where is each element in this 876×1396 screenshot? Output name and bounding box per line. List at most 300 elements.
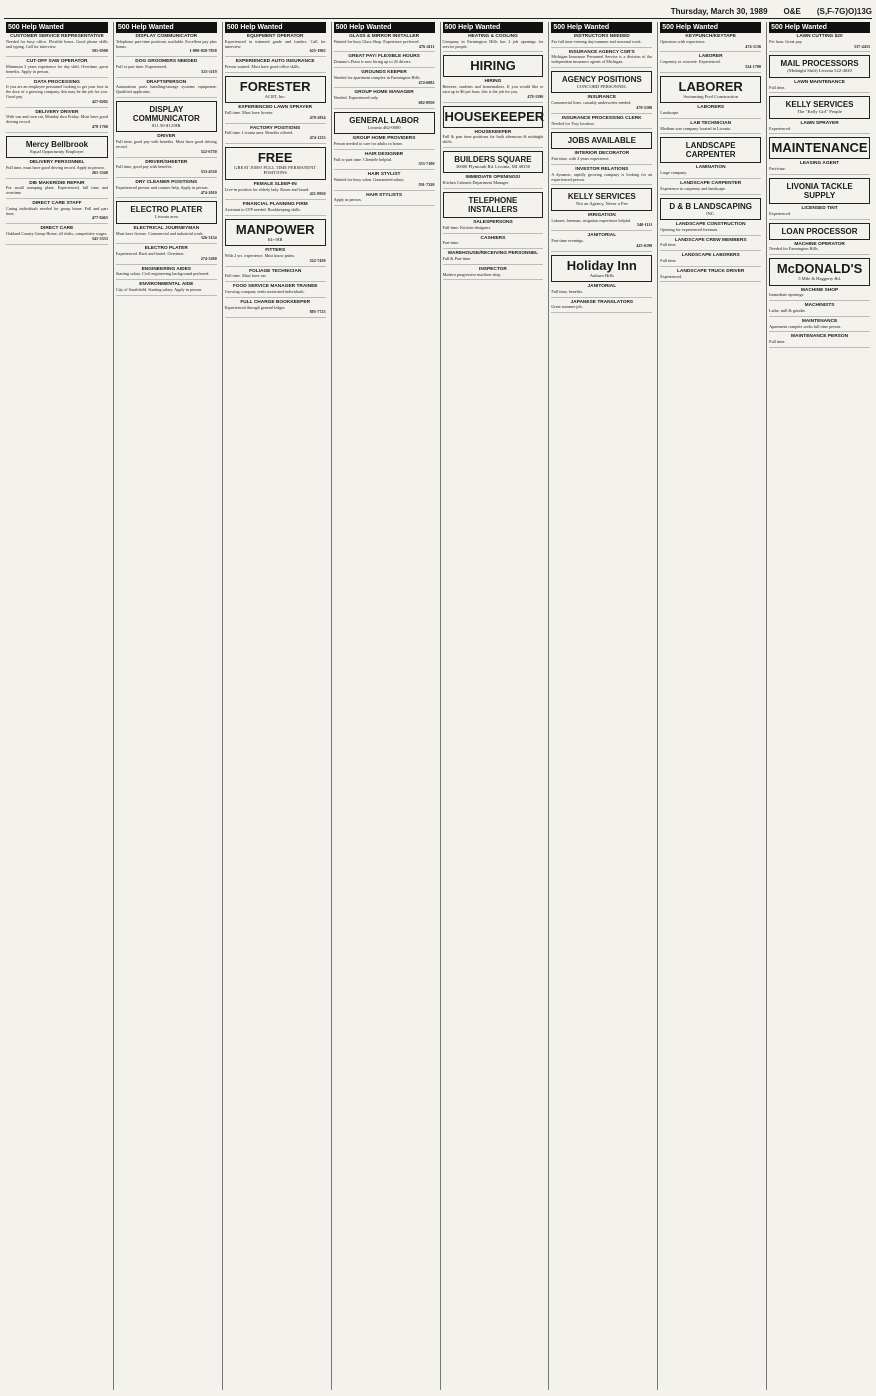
classified-column bbox=[331, 22, 437, 1390]
ad-title: HOUSEKEEPER bbox=[474, 129, 512, 135]
ad-title: GROUNDS KEEPER bbox=[361, 69, 407, 75]
ad-body: Caring individuals needed for group home. Full and part time. bbox=[6, 205, 108, 216]
ad-title: DRAFTSPERSON bbox=[146, 79, 187, 85]
ad-body: Full time. Must have license. bbox=[224, 109, 274, 115]
ad-phone: 522-7430 bbox=[309, 257, 326, 263]
ad-body: Growing company seeks motivated individuals. bbox=[224, 288, 305, 294]
display-ad-headline: Mercy Bellbrook bbox=[25, 139, 89, 149]
ad-title: HIRING bbox=[484, 79, 502, 85]
ad-body: Assistant to CFP needed. Bookkeeping skills. bbox=[224, 206, 302, 212]
ad-title: FOLIAGE TECHNICIAN bbox=[249, 268, 302, 274]
ad-title: EXPERIENCED LAWN SPRAYER bbox=[238, 105, 313, 111]
classified-ad bbox=[551, 117, 652, 130]
ad-title: INTERIOR DECORATOR bbox=[574, 151, 630, 157]
ad-body: Modern progressive machine shop. bbox=[442, 271, 502, 277]
display-ad bbox=[660, 137, 761, 163]
ad-body: Part-time evenings. bbox=[551, 237, 584, 243]
classified-column bbox=[4, 22, 110, 1390]
ad-body: Per hour. Great pay. bbox=[769, 38, 803, 44]
classified-ad bbox=[334, 35, 435, 52]
classified-ad bbox=[6, 161, 108, 178]
ad-body: Experienced through general ledger. bbox=[224, 304, 286, 310]
classified-ad bbox=[551, 234, 652, 251]
classified-ad bbox=[769, 207, 870, 220]
column-header: 500 Help Wanted bbox=[225, 22, 326, 33]
ad-title: FACTORY POSITIONS bbox=[250, 125, 301, 131]
classified-ad bbox=[443, 268, 544, 281]
ad-title: DELIVERY DRIVER bbox=[35, 109, 79, 115]
ad-body: Apply in person. bbox=[333, 197, 362, 203]
display-ad bbox=[551, 132, 652, 149]
ad-body: A dynamic, rapidly growing company is looking for an experienced person. bbox=[551, 171, 653, 182]
ad-phone: 425-6190 bbox=[636, 242, 653, 248]
display-ad-headline: MANPOWER bbox=[235, 221, 315, 237]
ad-body: If you are an employee personnel looking to get your foot in the door of a growing company, this may be the job for you. Good pay. bbox=[6, 84, 108, 99]
classified-ad bbox=[660, 55, 761, 72]
ad-title: JANITORIAL bbox=[587, 283, 617, 289]
display-ad bbox=[769, 137, 870, 159]
classified-ad bbox=[225, 127, 326, 144]
ad-title: GROUP HOME MANAGER bbox=[354, 90, 414, 96]
ad-title: DIRECT CARE STAFF bbox=[32, 200, 82, 206]
ad-phone: 326-3154 bbox=[200, 235, 217, 241]
ad-title: DOG GROOMERS NEEDED bbox=[135, 59, 198, 65]
classified-ad bbox=[225, 285, 326, 298]
ad-body: Full or part time. Clientele helpful. bbox=[333, 156, 393, 162]
ad-body: Kitchen Cabinets Department Manager. bbox=[442, 180, 510, 186]
masthead-right bbox=[671, 7, 872, 16]
ad-body: Medium size company located in Livonia. bbox=[660, 125, 731, 131]
ad-body: Immediate openings. bbox=[769, 292, 805, 298]
masthead-paper: O&E bbox=[783, 6, 801, 16]
ad-body: Automation parts handling/storage systems equipment. Qualified applicants. bbox=[115, 84, 217, 95]
classified-ad bbox=[551, 96, 652, 113]
classified-ad bbox=[334, 194, 435, 207]
masthead-date: Thursday, March 30, 1989 bbox=[670, 6, 768, 16]
ad-title: HAIR STYLIST bbox=[367, 172, 401, 178]
ad-title: LABORER bbox=[698, 54, 723, 60]
display-ad-subline: Livonia 462-0000 bbox=[367, 124, 401, 130]
ad-body: For small stamping plant. Experienced, full time and overtime. bbox=[6, 185, 108, 196]
ad-title: DISPLAY COMMUNICATOR bbox=[135, 34, 198, 39]
classified-column bbox=[222, 22, 328, 1390]
display-ad-subline: The "Kelly Girl" People bbox=[797, 109, 842, 115]
display-ad-subline: $4+/HR bbox=[267, 236, 283, 242]
display-ad bbox=[769, 96, 870, 118]
ad-phone: 540-1111 bbox=[636, 222, 653, 228]
classified-ad bbox=[660, 122, 761, 135]
ad-title: LABORERS bbox=[697, 105, 725, 111]
classified-ad bbox=[660, 35, 761, 52]
ad-title: SALESPERSONS bbox=[473, 219, 513, 225]
ad-title: MACHINE OPERATOR bbox=[794, 241, 845, 247]
ad-body: Needed for apartment complex in Farmington Hills. bbox=[333, 74, 421, 80]
display-ad-headline: FREE bbox=[257, 149, 293, 165]
classified-column bbox=[113, 22, 219, 1390]
ad-title: INSPECTOR bbox=[478, 266, 507, 272]
ad-title: FULL CHARGE BOOKKEEPER bbox=[240, 299, 311, 305]
ad-title: LANDSCAPE TRUCK DRIVER bbox=[676, 268, 745, 274]
ad-title: HEATING & COOLING bbox=[468, 34, 518, 39]
ad-body: Large company. bbox=[660, 170, 688, 176]
display-ad-headline: FORESTER bbox=[239, 78, 311, 94]
ad-title: HAIR STYLISTS bbox=[366, 192, 403, 198]
ad-body: Full time. Livonia area. Benefits offered. bbox=[224, 130, 294, 136]
display-ad-headline: MAINTENANCE bbox=[771, 140, 868, 156]
ad-body: With 2 yrs. experience. Must know prints. bbox=[224, 252, 296, 258]
ad-title: MAINTENANCE PERSON bbox=[791, 334, 849, 340]
column-header: 500 Help Wanted bbox=[116, 22, 217, 33]
display-ad-subline: CONCORD PERSONNEL bbox=[576, 83, 627, 89]
ad-title: INVESTOR RELATIONS bbox=[575, 166, 629, 172]
display-ad bbox=[660, 76, 761, 103]
ad-title: LANDSCAPE CARPENTER bbox=[680, 180, 742, 186]
ad-title: DIE MAKER/DIE REPAIR bbox=[29, 180, 85, 186]
classified-ad bbox=[551, 51, 652, 68]
display-ad-headline: LABORER bbox=[678, 78, 743, 94]
classified-ad bbox=[225, 60, 326, 73]
ad-body: Apartment complex seeks full time person. bbox=[769, 323, 842, 329]
display-ad-subline: (Midnight Shift) Livonia 522-4020 bbox=[787, 68, 852, 74]
ad-phone: 477-8465 bbox=[91, 215, 108, 221]
ad-title: GROUP HOME PROVIDERS bbox=[352, 136, 416, 142]
ad-body: Starting salary. Civil engineering background preferred. bbox=[115, 271, 210, 277]
classified-ad bbox=[443, 176, 544, 189]
ad-body: Landscape. bbox=[660, 109, 680, 115]
classified-ad bbox=[769, 320, 870, 333]
display-ad bbox=[551, 188, 652, 210]
display-ad bbox=[6, 136, 108, 158]
ad-body: Experienced in trimmed grade and loaders. Call for interview. bbox=[224, 38, 326, 49]
ad-body: Full or part time. Experienced. bbox=[115, 63, 168, 69]
ad-title: DRIVER/SHEETER bbox=[145, 159, 188, 165]
classified-ad bbox=[443, 131, 544, 148]
ad-body: Full time. Must have car. bbox=[224, 273, 267, 279]
ad-title: LANDSCAPE LABORERS bbox=[681, 253, 740, 259]
classified-ad bbox=[769, 335, 870, 348]
ad-body: Full time, good pay with benefits. bbox=[115, 164, 173, 170]
ad-body: Michigan Insurance Personnel Service is a division of the independent insurance agents of Michigan. bbox=[551, 54, 653, 65]
ad-phone: 553-7100 bbox=[418, 161, 435, 167]
ad-body: City of Southfield. Starting salary. Apply in person. bbox=[115, 286, 203, 292]
classified-ad bbox=[116, 181, 217, 198]
ad-body: Needed for Troy location. bbox=[551, 120, 595, 126]
classified-ad bbox=[769, 35, 870, 52]
display-ad bbox=[551, 71, 652, 93]
classified-ad bbox=[116, 161, 217, 178]
display-ad-subline: GREAT JOBS! FULL TIME PERMANENT POSITIONS bbox=[234, 164, 317, 176]
display-ad bbox=[334, 112, 435, 134]
display-ad-subline: Swimming Pool Construction bbox=[683, 93, 738, 99]
display-ad bbox=[769, 258, 870, 285]
ad-body: Oakland County Group Home, all shifts, competitive wages. bbox=[6, 230, 108, 236]
ad-body: Live-in position for elderly lady. Room and board. bbox=[224, 186, 310, 192]
ad-body: Retirees, students and homemakers. If you would like to earn up to $6 per hour, this is the job for you. bbox=[442, 84, 544, 94]
classified-ad bbox=[6, 111, 108, 133]
ad-phone: 525-1119 bbox=[201, 68, 217, 74]
column-header: 500 Help Wanted bbox=[660, 22, 761, 33]
classified-ad bbox=[116, 247, 217, 264]
classified-ad bbox=[443, 221, 544, 234]
ad-body: Part-time. bbox=[442, 240, 460, 246]
ad-title: ELECTRICAL JOURNEYMAN bbox=[133, 225, 200, 231]
display-ad-headline: AGENCY POSITIONS bbox=[561, 74, 642, 84]
ad-phone: 541-3333 bbox=[91, 235, 108, 241]
display-ad-headline: TELEPHONE INSTALLERS bbox=[468, 195, 518, 214]
display-ad-headline: KELLY SERVICES bbox=[567, 192, 636, 202]
classified-ad bbox=[225, 203, 326, 216]
display-ad-headline: LOAN PROCESSOR bbox=[781, 226, 858, 236]
classified-ad bbox=[334, 173, 435, 190]
display-ad bbox=[116, 201, 217, 223]
ad-body: Experience in carpentry and landscape. bbox=[660, 185, 726, 191]
ad-body: Experienced. Rack and barrel. Overtime. bbox=[115, 250, 185, 256]
column-header: 500 Help Wanted bbox=[334, 22, 435, 33]
ad-title: DRY CLEANER POSITIONS bbox=[135, 179, 198, 185]
ad-phone: 1-800-828-7838 bbox=[189, 48, 217, 54]
classified-page bbox=[4, 22, 872, 1390]
display-ad-subline: 5 Mile & Haggerty Rd. bbox=[798, 276, 841, 282]
classified-ad bbox=[6, 227, 108, 244]
display-ad-headline: HOUSEKEEPER bbox=[444, 108, 545, 124]
display-ad bbox=[660, 198, 761, 220]
display-ad-subline: 30000 Plymouth Rd. Livonia, MI 48150 bbox=[455, 163, 530, 169]
classified-ad bbox=[334, 153, 435, 170]
classified-ad bbox=[443, 35, 544, 52]
classified-ad bbox=[443, 80, 544, 102]
ad-title: CUT-OFF SAW OPERATOR bbox=[26, 59, 88, 65]
classified-ad bbox=[660, 254, 761, 267]
ad-title: WAREHOUSE/RECEIVING PERSONNEL bbox=[447, 251, 539, 257]
ad-phone: 474-1136 bbox=[745, 43, 762, 49]
ad-title: INSURANCE PROCESSING CLERK bbox=[561, 115, 642, 121]
ad-body: Full time. bbox=[660, 257, 677, 263]
classified-ad bbox=[225, 249, 326, 266]
ad-body: Experienced. bbox=[769, 125, 792, 131]
ad-phone: 591-7320 bbox=[418, 181, 435, 187]
display-ad bbox=[443, 106, 544, 128]
classified-ad bbox=[6, 35, 108, 57]
ad-body: Laborer, foreman, irrigation experience helpful. bbox=[551, 217, 632, 223]
display-ad bbox=[225, 219, 326, 246]
ad-title: ENVIRONMENTAL AIDE bbox=[139, 282, 194, 288]
ad-title: KEYPUNCH/KEYTAPE bbox=[685, 34, 736, 39]
ad-body: Full time, must have good driving record. Apply in person. bbox=[6, 164, 105, 170]
ad-phone: 474-1233 bbox=[309, 135, 326, 141]
ad-phone: 476-4111 bbox=[418, 43, 435, 49]
ad-title: MACHINE SHOP bbox=[800, 287, 839, 293]
classified-ad bbox=[551, 214, 652, 231]
display-ad-headline: DISPLAY COMMUNICATOR bbox=[132, 104, 200, 123]
classified-ad bbox=[769, 243, 870, 256]
classified-ad bbox=[551, 152, 652, 165]
ad-title: HAIR DESIGNER bbox=[365, 151, 404, 157]
ad-title: CASHIERS bbox=[480, 235, 506, 241]
display-ad-headline: GENERAL LABOR bbox=[349, 115, 419, 125]
ad-title: FITTERS bbox=[265, 248, 286, 254]
ad-phone: 682-0950 bbox=[418, 99, 435, 105]
ad-phone: 421-8950 bbox=[309, 191, 326, 197]
display-ad bbox=[551, 255, 652, 282]
classified-ad bbox=[116, 81, 217, 98]
ad-body: Telephone part-time positions available. Excellent pay plus bonus. bbox=[115, 38, 217, 49]
display-ad-headline: LIVONIA TACKLE SUPPLY bbox=[786, 181, 853, 200]
ad-body: Person wanted. Must have good office skills. bbox=[224, 63, 301, 69]
ad-title: ELECTRO PLATER bbox=[144, 246, 188, 252]
ad-phone: 524-1700 bbox=[745, 63, 762, 69]
display-ad-headline: KELLY SERVICES bbox=[785, 100, 854, 110]
classified-ad bbox=[116, 60, 217, 77]
classified-ad bbox=[6, 60, 108, 77]
ad-body: Operators with experience. bbox=[660, 38, 706, 44]
classified-ad bbox=[116, 35, 217, 57]
ad-title: DIRECT CARE bbox=[40, 226, 74, 232]
ad-title: FEMALE SLEEP-IN bbox=[253, 181, 297, 187]
display-ad bbox=[769, 223, 870, 240]
display-ad-headline: LANDSCAPE CARPENTER bbox=[685, 141, 736, 160]
ad-title: FINANCIAL PLANNING FIRM bbox=[242, 202, 308, 208]
classified-ad bbox=[6, 81, 108, 108]
ad-phone: 537-4433 bbox=[853, 43, 870, 49]
ad-body: Needed. Experienced only. bbox=[333, 95, 379, 101]
classified-ad bbox=[225, 183, 326, 200]
column-header: 500 Help Wanted bbox=[443, 22, 544, 33]
column-header: 500 Help Wanted bbox=[551, 22, 652, 33]
classified-ad bbox=[334, 55, 435, 68]
ad-body: Carpentry or concrete. Experienced. bbox=[660, 59, 721, 65]
classified-ad bbox=[551, 301, 652, 314]
classified-ad bbox=[660, 166, 761, 179]
display-ad-subline: Auburn Hills bbox=[589, 272, 614, 278]
display-ad bbox=[225, 76, 326, 103]
ad-title: LAWN MAINTENANCE bbox=[794, 79, 846, 85]
display-ad-subline: $11.50-$12/HR bbox=[152, 122, 181, 128]
ad-body: Minimum 3 years experience for day shift. Overtime, great benefits. Apply in person. bbox=[6, 63, 108, 74]
ad-body: Domino's Pizza is now hiring up to 20 drivers. bbox=[333, 59, 412, 65]
display-ad-subline: Equal Opportunity Employer bbox=[30, 148, 84, 154]
ad-body: Full time. bbox=[769, 84, 786, 90]
classified-ad bbox=[769, 289, 870, 302]
ad-title: INSURANCE bbox=[587, 95, 617, 101]
masthead bbox=[4, 4, 872, 19]
display-ad-headline: BUILDERS SQUARE bbox=[454, 154, 532, 164]
display-ad-headline: JOBS AVAILABLE bbox=[567, 136, 636, 146]
display-ad-subline: Livonia area bbox=[154, 214, 178, 220]
classified-ad bbox=[116, 227, 217, 244]
ad-body: Opening for experienced foreman. bbox=[660, 226, 718, 232]
ad-body: Full time, benefits. bbox=[551, 288, 584, 294]
column-header: 500 Help Wanted bbox=[769, 22, 870, 33]
classified-column bbox=[440, 22, 546, 1390]
classified-ad bbox=[225, 35, 326, 57]
ad-title: LAB TECHNICIAN bbox=[690, 120, 732, 126]
display-ad-headline: D & B LANDSCAPING bbox=[669, 201, 753, 211]
ad-title: FOOD SERVICE MANAGER TRAINEE bbox=[232, 284, 318, 290]
ad-phone: 533-4530 bbox=[200, 169, 217, 175]
ad-body: Commercial lines, casualty underwriter needed. bbox=[551, 100, 632, 106]
ad-body: Wanted for busy salon. Guaranteed salary. bbox=[333, 176, 405, 182]
ad-phone: 885-7723 bbox=[309, 309, 326, 315]
ad-phone: 274-3200 bbox=[200, 255, 217, 261]
ad-body: Full & part time positions for both afternoon & midnight shifts. bbox=[442, 134, 544, 145]
display-ad-headline: McDONALD'S bbox=[776, 261, 863, 277]
classified-ad bbox=[551, 35, 652, 48]
ad-body: Full time, good pay with benefits. Must have good driving record. bbox=[115, 139, 217, 149]
ad-title: LANDSCAPE CREW MEMBERS bbox=[674, 237, 747, 243]
ad-title: IRRIGATION bbox=[587, 212, 616, 218]
ad-body: With van and own car, Monday thru Friday. Must have good driving record. bbox=[6, 114, 108, 125]
ad-body: Experienced presser and counter help. Apply in person. bbox=[115, 184, 209, 190]
classified-column bbox=[657, 22, 763, 1390]
display-ad-headline: HIRING bbox=[470, 58, 516, 74]
classified-ad bbox=[660, 223, 761, 236]
ad-title: INSURANCE AGENCY CSR'S bbox=[568, 49, 635, 55]
ad-title: GREAT PAY! FLEXIBLE HOURS bbox=[348, 54, 420, 60]
classified-ad bbox=[443, 237, 544, 250]
ad-body: Great summer job. bbox=[551, 304, 583, 310]
classified-ad bbox=[660, 182, 761, 195]
ad-phone: 625-1902 bbox=[309, 48, 326, 54]
ad-body: Lathe, mill & grinder. bbox=[769, 307, 806, 313]
classified-ad bbox=[660, 239, 761, 252]
classified-ad bbox=[551, 168, 652, 185]
display-ad bbox=[443, 151, 544, 173]
ad-title: MAINTENANCE bbox=[801, 318, 838, 324]
ad-phone: 474-2010 bbox=[200, 189, 217, 195]
classified-ad bbox=[334, 137, 435, 150]
display-ad bbox=[769, 55, 870, 77]
ad-title: INSTRUCTORS NEEDED bbox=[573, 34, 630, 39]
classified-ad bbox=[6, 182, 108, 199]
classified-ad bbox=[6, 202, 108, 224]
ad-phone: 478-1760 bbox=[91, 123, 108, 129]
classified-ad bbox=[334, 91, 435, 108]
classified-ad bbox=[660, 270, 761, 283]
ad-body: Full time. bbox=[769, 339, 786, 345]
ad-title: JANITORIAL bbox=[587, 233, 617, 239]
ad-title: MACHINISTS bbox=[804, 303, 835, 309]
ad-title: DRIVER bbox=[157, 134, 176, 140]
classified-ad bbox=[116, 135, 217, 157]
classified-ad bbox=[551, 285, 652, 298]
ad-phone: 522-6750 bbox=[200, 148, 217, 154]
classified-ad bbox=[116, 268, 217, 281]
classified-ad bbox=[769, 162, 870, 175]
display-ad-subline: ACRT, Inc. bbox=[264, 93, 286, 99]
ad-body: Needed for busy office. Flexible hours. Good phone skills and typing. Call for interview. bbox=[6, 38, 108, 49]
ad-phone: 591-0500 bbox=[91, 48, 108, 54]
ad-phone: 478-5100 bbox=[636, 104, 653, 110]
classified-ad bbox=[334, 71, 435, 88]
ad-title: LAWN CUTTING $20 bbox=[796, 34, 843, 39]
ad-title: LEASING AGENT bbox=[799, 161, 840, 167]
classified-ad bbox=[225, 301, 326, 318]
ad-body: Person needed to care for adults in home. bbox=[333, 140, 403, 146]
masthead-section: (S,F-7G)O)13G bbox=[816, 6, 872, 16]
ad-body: For full time evening day/summer and seasonal work. bbox=[551, 38, 642, 44]
classified-ad bbox=[769, 81, 870, 94]
ad-title: ENGINEERING AIDES bbox=[141, 266, 192, 272]
ad-body: Must have license. Commercial and industrial work. bbox=[115, 230, 204, 236]
display-ad-subline: Not an Agency, Never a Fee bbox=[575, 201, 628, 207]
ad-body: Full time. bbox=[660, 242, 677, 248]
classified-ad bbox=[225, 270, 326, 283]
ad-title: LAWN SPRAYER bbox=[800, 120, 839, 126]
ad-title: DELIVERY PERSONNEL bbox=[29, 160, 85, 166]
ad-title: EXPERIENCED AUTO INSURANCE bbox=[235, 59, 315, 65]
classified-ad bbox=[443, 252, 544, 265]
ad-body: Full-time. Kitchen designers. bbox=[442, 224, 492, 230]
